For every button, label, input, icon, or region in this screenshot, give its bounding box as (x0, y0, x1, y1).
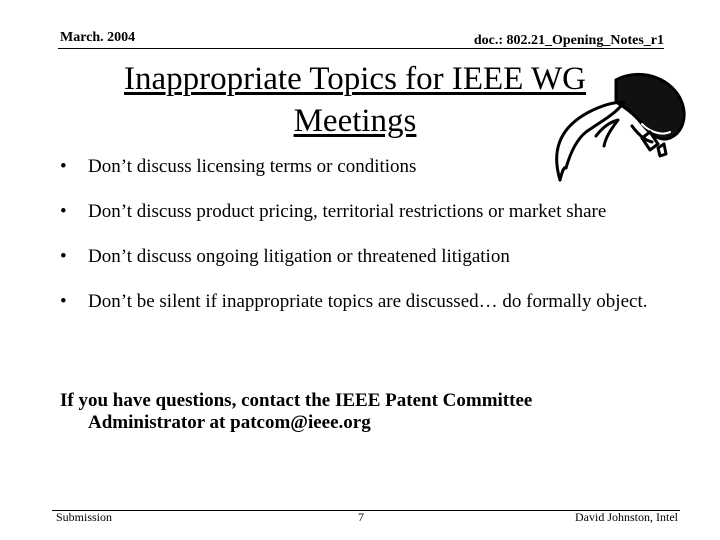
slide-title: Inappropriate Topics for IEEE WG Meetings (124, 61, 586, 139)
footer-submission: Submission (56, 510, 113, 524)
bullet-marker: • (60, 291, 67, 312)
contact-note: If you have questions, contact the IEEE Patent Committee Administrator at patcom@ieee.org (60, 390, 533, 433)
bullet-list (60, 156, 660, 336)
bullet-item (60, 246, 660, 268)
header-doc-id: doc.: 802.21_Opening_Notes_r1 (473, 33, 664, 48)
footer-page-number: 7 (358, 510, 364, 524)
bullet-marker: • (60, 246, 67, 267)
footer-author: David Johnston, Intel (575, 510, 678, 524)
bullet-text: Don’t discuss product pricing, territorial restrictions or market share (88, 201, 607, 222)
bullet-text: Don’t discuss ongoing litigation or threatened litigation (88, 246, 510, 267)
header-date: March. 2004 (60, 30, 136, 45)
bullet-text: Don’t discuss licensing terms or conditions (88, 156, 417, 177)
bullet-item (60, 291, 660, 313)
bullet-item (60, 201, 660, 223)
bullet-marker: • (60, 156, 67, 177)
bullet-text: Don’t be silent if inappropriate topics are discussed… do formally object. (88, 291, 648, 312)
bullet-item (60, 156, 660, 178)
header-divider (58, 48, 664, 49)
bullet-marker: • (60, 201, 67, 222)
